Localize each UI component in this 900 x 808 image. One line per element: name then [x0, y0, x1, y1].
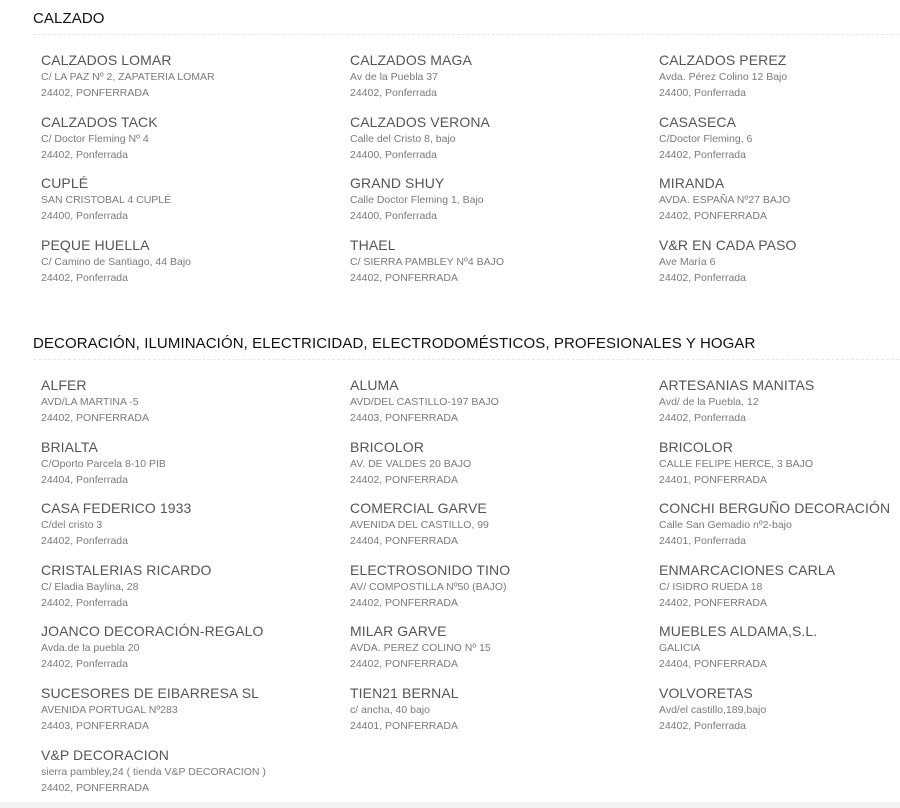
store-name: V&R EN CADA PASO	[659, 236, 797, 253]
store-postal-city: 24402, Ponferrada	[659, 148, 746, 161]
store-entry	[350, 439, 659, 501]
store-entry	[659, 623, 899, 685]
store-entry	[659, 685, 899, 747]
store-postal-city: 24402, Ponferrada	[41, 271, 128, 284]
store-entry	[659, 175, 899, 237]
store-postal-city: 24402, Ponferrada	[41, 596, 128, 609]
store-address: Av de la Puebla 37	[350, 71, 438, 83]
store-entry	[350, 175, 659, 237]
store-name: CALZADOS TACK	[41, 113, 158, 130]
store-name: ALUMA	[350, 377, 399, 393]
store-address: AVENIDA DEL CASTILLO, 99	[350, 519, 489, 532]
store-address: Avda. Pérez Colino 12 Bajo	[659, 71, 788, 83]
store-entry	[41, 500, 350, 562]
store-address: AVD/DEL CASTILLO-197 BAJO	[350, 396, 499, 408]
store-postal-city: 24400, Ponferrada	[350, 148, 437, 161]
store-name: MUEBLES ALDAMA,S.L.	[659, 623, 818, 640]
store-postal-city: 24401, PONFERRADA	[350, 719, 458, 732]
store-address: AVDA. PEREZ COLINO Nº 15	[350, 642, 491, 655]
store-address: Ave María 6	[659, 255, 716, 268]
store-postal-city: 24400, Ponferrada	[350, 210, 437, 223]
store-entry	[350, 500, 659, 562]
store-name: MIRANDA	[659, 175, 725, 192]
store-name: BRICOLOR	[659, 438, 733, 455]
section-decoracion	[0, 334, 900, 808]
store-postal-city: 24402, PONFERRADA	[659, 210, 767, 223]
store-entry	[41, 562, 350, 624]
store-name: CRISTALERIAS RICARDO	[41, 561, 212, 578]
store-postal-city: 24404, PONFERRADA	[350, 535, 458, 548]
store-postal-city: 24402, PONFERRADA	[350, 658, 458, 671]
store-name: MILAR GARVE	[350, 623, 447, 640]
store-entry	[659, 439, 899, 501]
store-address: Avda.de la puebla 20	[41, 642, 140, 655]
store-address: Avd/el castillo,189,bajo	[659, 703, 767, 716]
store-postal-city: 24402, PONFERRADA	[350, 473, 458, 486]
store-name: CONCHI BERGUÑO DECORACIÓN	[659, 500, 891, 517]
store-entry	[350, 562, 659, 624]
store-entry	[41, 237, 350, 299]
store-address: C/Oporto Parcela 8-10 PIB	[41, 457, 166, 470]
store-name: ELECTROSONIDO TINO	[350, 561, 511, 578]
store-postal-city: 24402, Ponferrada	[659, 271, 746, 284]
store-name: CALZADOS PEREZ	[659, 52, 787, 68]
store-entry	[350, 623, 659, 685]
store-entry	[41, 52, 350, 114]
store-name: THAEL	[350, 236, 396, 253]
store-entry	[659, 52, 899, 114]
store-postal-city: 24402, PONFERRADA	[41, 87, 149, 99]
store-address: Calle del Cristo 8, bajo	[350, 132, 456, 145]
store-name: BRICOLOR	[350, 438, 424, 455]
store-list	[41, 377, 900, 808]
store-address: C/ SIERRA PAMBLEY Nº4 BAJO	[350, 255, 504, 268]
section-title: DECORACIÓN, ILUMINACIÓN, ELECTRICIDAD, ELECTRODOMÉSTICOS, PROFESIONALES Y HOGAR	[33, 335, 756, 352]
store-entry	[659, 500, 899, 562]
store-name: CASASECA	[659, 113, 737, 130]
store-postal-city: 24401, Ponferrada	[659, 535, 746, 548]
store-postal-city: 24402, PONFERRADA	[350, 596, 458, 609]
store-name: SUCESORES DE EIBARRESA SL	[41, 684, 260, 701]
store-address: AV/ COMPOSTILLA Nº50 (BAJO)	[350, 580, 507, 593]
store-postal-city: 24403, PONFERRADA	[350, 412, 458, 424]
store-name: PEQUE HUELLA	[41, 236, 150, 253]
store-postal-city: 24402, Ponferrada	[41, 535, 128, 548]
store-postal-city: 24404, PONFERRADA	[659, 658, 767, 671]
store-entry	[41, 623, 350, 685]
store-entry	[659, 237, 899, 299]
store-name: CASA FEDERICO 1933	[41, 500, 192, 517]
store-name: TIEN21 BERNAL	[350, 684, 459, 701]
store-address: Calle San Gemadio nº2-bajo	[659, 519, 792, 532]
store-entry	[350, 114, 659, 176]
store-list	[41, 52, 900, 298]
store-postal-city: 24400, Ponferrada	[659, 87, 746, 99]
store-address: C/Doctor Fleming, 6	[659, 132, 753, 145]
store-entry	[41, 685, 350, 747]
store-name: ENMARCACIONES CARLA	[659, 561, 836, 578]
store-name: ARTESANIAS MANITAS	[659, 377, 815, 393]
store-address: AVDA. ESPAÑA Nº27 BAJO	[659, 194, 791, 207]
store-entry	[350, 52, 659, 114]
store-postal-city: 24404, Ponferrada	[41, 473, 128, 486]
store-postal-city: 24400, Ponferrada	[41, 210, 128, 223]
store-name: GRAND SHUY	[350, 175, 445, 192]
page-bottom-bar	[0, 802, 900, 808]
store-entry	[41, 747, 350, 808]
store-entry	[659, 562, 899, 624]
section-divider	[33, 34, 899, 35]
store-name: ALFER	[41, 377, 87, 393]
store-postal-city: 24402, Ponferrada	[41, 148, 128, 161]
store-name: CUPLÉ	[41, 175, 89, 192]
store-address: GALICIA	[659, 642, 701, 655]
section-title: CALZADO	[33, 10, 105, 27]
store-name: VOLVORETAS	[659, 684, 753, 701]
store-postal-city: 24401, PONFERRADA	[659, 473, 767, 486]
store-address: C/ Camino de Santiago, 44 Bajo	[41, 255, 192, 268]
store-name: JOANCO DECORACIÓN-REGALO	[41, 623, 264, 640]
store-entry	[659, 114, 899, 176]
store-entry	[350, 685, 659, 747]
store-address: AVD/LA MARTINA -5	[41, 396, 139, 408]
section-divider	[33, 359, 899, 360]
store-postal-city: 24402, PONFERRADA	[41, 781, 149, 794]
store-address: c/ ancha, 40 bajo	[350, 703, 430, 716]
store-postal-city: 24402, Ponferrada	[350, 87, 437, 99]
store-name: CALZADOS VERONA	[350, 113, 490, 130]
store-postal-city: 24402, Ponferrada	[659, 719, 746, 732]
store-address: CALLE FELIPE HERCE, 3 BAJO	[659, 457, 814, 470]
store-postal-city: 24402, PONFERRADA	[659, 596, 767, 609]
store-name: V&P DECORACION	[41, 746, 169, 763]
store-address: SAN CRISTOBAL 4 CUPLÉ	[41, 194, 172, 207]
store-address: C/del cristo 3	[41, 519, 103, 532]
store-postal-city: 24402, Ponferrada	[659, 412, 746, 424]
store-name: BRIALTA	[41, 438, 98, 455]
store-name: CALZADOS MAGA	[350, 52, 472, 68]
store-postal-city: 24402, Ponferrada	[41, 658, 128, 671]
store-postal-city: 24402, PONFERRADA	[41, 412, 149, 424]
store-entry	[350, 377, 659, 439]
store-address: Avd/ de la Puebla, 12	[659, 396, 759, 408]
section-calzado	[0, 9, 900, 298]
store-address: Calle Doctor Fleming 1, Bajo	[350, 194, 484, 207]
store-name: CALZADOS LOMAR	[41, 52, 172, 68]
store-entry	[41, 114, 350, 176]
store-entry	[659, 377, 899, 439]
store-entry	[41, 175, 350, 237]
store-address: AVENIDA PORTUGAL Nº283	[41, 703, 178, 716]
store-address: C/ LA PAZ Nº 2, ZAPATERIA LOMAR	[41, 71, 215, 83]
store-address: C/ Doctor Fleming Nº 4	[41, 132, 149, 145]
store-entry	[350, 237, 659, 299]
store-postal-city: 24402, PONFERRADA	[350, 271, 458, 284]
store-entry	[41, 439, 350, 501]
store-entry	[41, 377, 350, 439]
store-address: AV. DE VALDES 20 BAJO	[350, 457, 472, 470]
store-name: COMERCIAL GARVE	[350, 500, 487, 517]
store-address: C/ ISIDRO RUEDA 18	[659, 580, 763, 593]
store-address: sierra pambley,24 ( tienda V&P DECORACION )	[41, 765, 266, 778]
store-postal-city: 24403, PONFERRADA	[41, 719, 149, 732]
store-address: C/ Eladia Baylina, 28	[41, 580, 139, 593]
